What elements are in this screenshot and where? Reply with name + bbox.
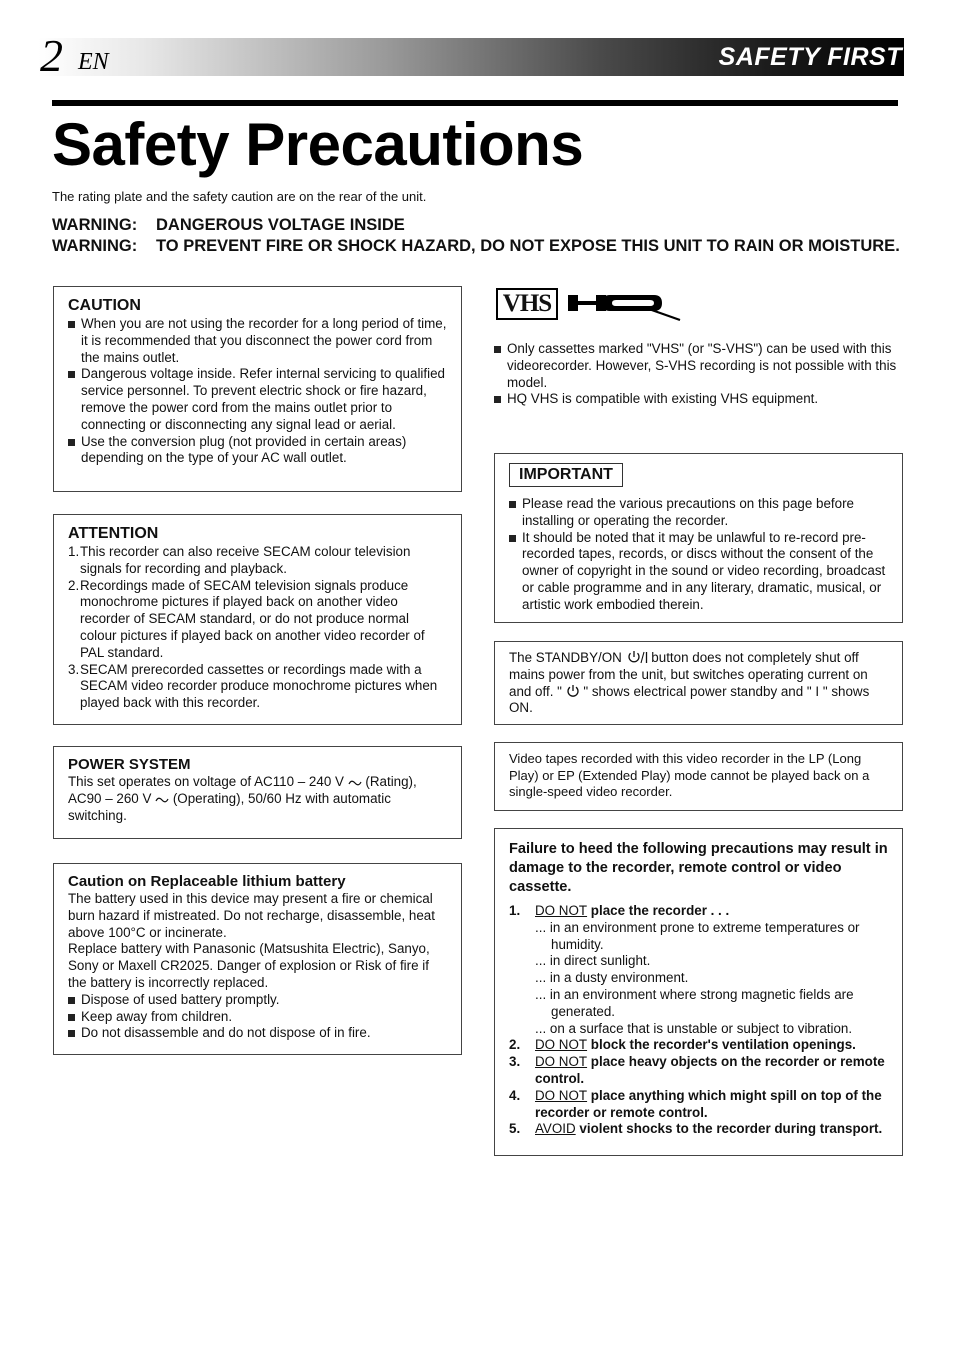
warning-row xyxy=(52,215,902,236)
list-item: ... on a surface that is unstable or subject to vibration. xyxy=(535,1020,853,1036)
list-item: It should be noted that it may be unlawful to re-record pre-recorded tapes, records, or discs without the consent of the owner of copyright in the sound or video recording, broadcast or cable programme and in any literary, dramatic, musical, or artistic work embodied therein. xyxy=(509,530,888,614)
attention-title: ATTENTION xyxy=(68,525,159,542)
standby-icon xyxy=(566,684,580,698)
caution-list xyxy=(68,316,447,467)
rating-note: The rating plate and the safety caution are on the rear of the unit. xyxy=(52,189,427,204)
list-item: ... in an environment where strong magnetic fields are generated. xyxy=(535,986,854,1019)
list-item: 5. AVOID violent shocks to the recorder during transport. xyxy=(509,1121,883,1137)
failure-sublist xyxy=(509,920,888,1038)
power-system-title: POWER SYSTEM xyxy=(68,756,191,773)
list-item: 3. SECAM prerecorded cassettes or recordings made with a SECAM video recorder produce monochrome pictures when played back with this recorder. xyxy=(68,661,438,711)
failure-heading: Failure to heed the following precautions may result in damage to the recorder, remote control or video cassette. xyxy=(509,841,888,895)
battery-title: Caution on Replaceable lithium battery xyxy=(68,873,346,890)
power-system-text: This set operates on voltage of AC110 – 240 V (Rating), AC90 – 260 V (Operating), 50/60 Hz with automatic switching. xyxy=(68,774,417,823)
list-item: HQ VHS is compatible with existing VHS equipment. xyxy=(494,391,904,408)
important-box xyxy=(494,453,903,623)
list-item: 2. Recordings made of SECAM television signals produce monochrome pictures if played back on another video recorder of SECAM standard, or do not produce normal colour pictures if played back on another video recorder of PAL standard. xyxy=(68,577,425,660)
list-item: Keep away from children. xyxy=(68,1009,447,1026)
failure-box xyxy=(494,828,903,1156)
list-item: Dangerous voltage inside. Refer internal servicing to qualified service personnel. To prevent electric shock or fire hazard, remove the power cord from the mains outlet prior to connecting or disconnecting any signal lead or aerial. xyxy=(68,366,447,433)
battery-text: Replace battery with Panasonic (Matsushita Electric), Sanyo, Sony or Maxell CR2025. Danger of explosion or Risk of fire if the battery is incorrectly replaced. xyxy=(68,941,430,990)
failure-list xyxy=(509,903,888,1138)
list-item: Please read the various precautions on this page before installing or operating the recorder. xyxy=(509,496,888,530)
warning-text: TO PREVENT FIRE OR SHOCK HAZARD, DO NOT EXPOSE THIS UNIT TO RAIN OR MOISTURE. xyxy=(156,236,900,255)
attention-box xyxy=(53,514,462,725)
section-label: SAFETY FIRST xyxy=(718,43,902,71)
battery-box xyxy=(53,863,462,1055)
list-item: ... in an environment prone to extreme temperatures or humidity. xyxy=(535,919,860,952)
hq-logo xyxy=(566,290,682,322)
lp-note-text: Video tapes recorded with this video recorder in the LP (Long Play) or EP (Extended Play) mode cannot be played back on a single-speed video recorder. xyxy=(509,751,870,800)
vhs-logo: VHS xyxy=(496,288,558,320)
caution-box xyxy=(53,286,462,492)
list-item: ... in a dusty environment. xyxy=(535,970,689,986)
list-item: Use the conversion plug (not provided in certain areas) depending on the type of your AC wall outlet. xyxy=(68,434,447,468)
important-list xyxy=(509,496,888,614)
power-system-box xyxy=(53,746,462,839)
list-item: 3. DO NOT place heavy objects on the recorder or remote control. xyxy=(509,1054,885,1086)
attention-list xyxy=(68,544,447,712)
list-item: 2. DO NOT block the recorder's ventilation openings. xyxy=(509,1037,856,1053)
list-item: When you are not using the recorder for a long period of time, it is recommended that you disconnect the power cord from the mains outlet. xyxy=(68,316,447,366)
list-item: Dispose of used battery promptly. xyxy=(68,992,447,1009)
lp-note-box xyxy=(494,742,903,811)
battery-text: The battery used in this device may present a fire or chemical burn hazard if mistreated. Do not recharge, disassemble, heat above 100°C or incinerate. xyxy=(68,891,435,940)
page-title: Safety Precautions xyxy=(52,111,584,178)
warning-label: WARNING: xyxy=(52,236,138,255)
warning-row xyxy=(52,236,902,257)
list-item: 1. DO NOT place the recorder . . . xyxy=(509,903,730,918)
caution-title: CAUTION xyxy=(68,297,141,314)
standby-on-icon xyxy=(626,650,648,664)
warning-label: WARNING: xyxy=(52,216,138,234)
page-language: EN xyxy=(78,49,109,75)
list-item: 4. DO NOT place anything which might spill on top of the recorder or remote control. xyxy=(509,1087,882,1120)
page-number: 2 xyxy=(40,30,63,81)
ac-wave-icon xyxy=(155,795,169,805)
standby-box: The STANDBY/ON button does not completely shut off mains power from the unit, but switches operating current on and off. " " shows electrical power standby and " I " shows ON. xyxy=(494,641,903,725)
warning-text: DANGEROUS VOLTAGE INSIDE xyxy=(156,216,405,234)
list-item: Do not disassemble and do not dispose of in fire. xyxy=(68,1025,447,1042)
header-rule xyxy=(52,100,898,106)
list-item: 1. This recorder can also receive SECAM colour television signals for recording and playback. xyxy=(68,544,411,576)
vhs-notes xyxy=(494,341,904,408)
battery-list xyxy=(68,992,447,1042)
list-item: Only cassettes marked "VHS" (or "S-VHS") can be used with this videorecorder. However, S-VHS recording is not possible with this model. xyxy=(494,341,904,391)
list-item: ... in direct sunlight. xyxy=(535,953,651,969)
ac-wave-icon xyxy=(348,778,362,788)
warnings xyxy=(52,215,902,256)
important-title: IMPORTANT xyxy=(509,463,623,487)
